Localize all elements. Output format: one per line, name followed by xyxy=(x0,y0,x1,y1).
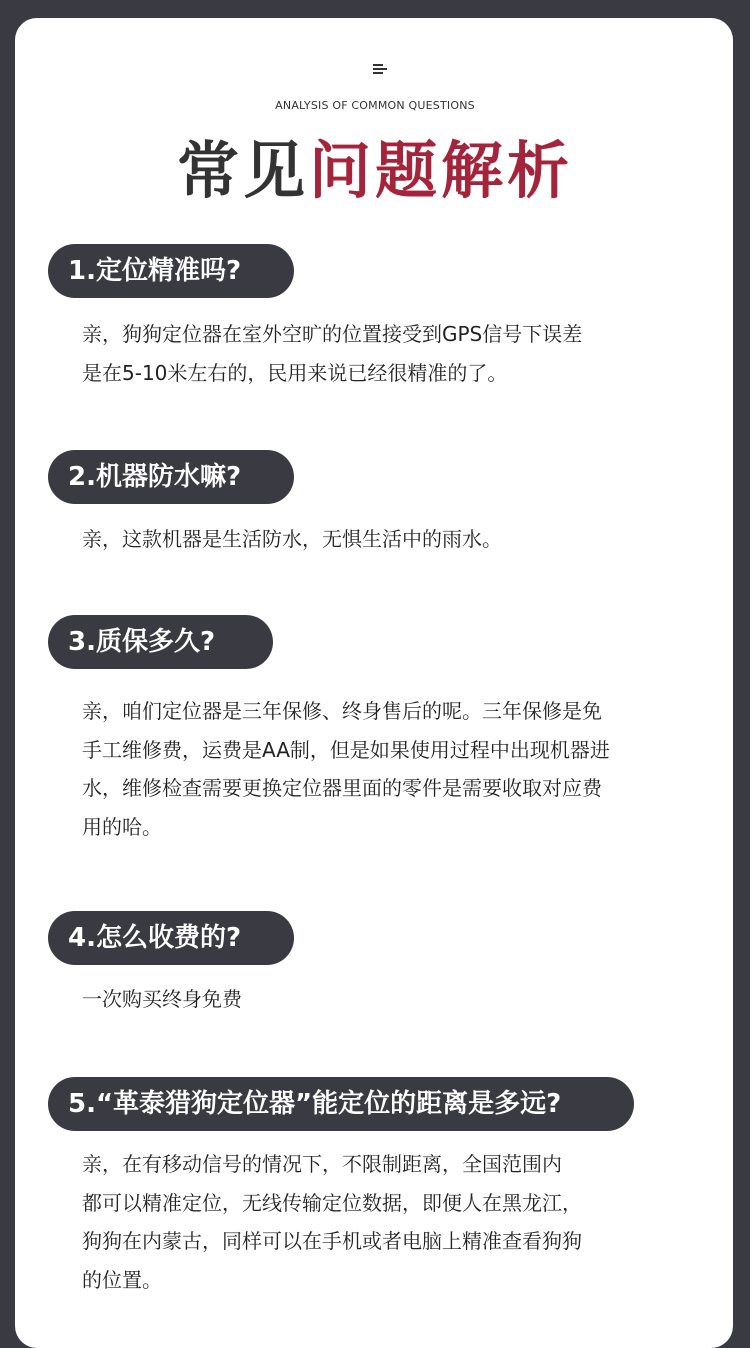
answer-line: 是在5-10米左右的，民用来说已经很精准的了。 xyxy=(82,360,508,385)
page-title xyxy=(0,132,750,210)
answer-line: 的位置。 xyxy=(82,1267,162,1292)
answer-line: 用的哈。 xyxy=(82,814,162,839)
answer-4 xyxy=(82,980,702,1019)
menu-icon xyxy=(373,64,389,76)
answer-line: 手工维修费，运费是AA制，但是如果使用过程中出现机器进 xyxy=(82,737,610,762)
question-4-pill: 4.怎么收费的? xyxy=(48,911,294,965)
answer-line: 亲，这款机器是生活防水，无惧生活中的雨水。 xyxy=(82,527,502,551)
answer-5 xyxy=(82,1145,702,1299)
answer-line: 一次购买终身免费 xyxy=(82,987,242,1011)
answer-line: 亲，咱们定位器是三年保修、终身售后的呢。三年保修是免 xyxy=(82,699,602,723)
question-1-pill: 1.定位精准吗? xyxy=(48,244,294,298)
answer-line: 亲，狗狗定位器在室外空旷的位置接受到GPS信号下误差 xyxy=(82,322,583,346)
answer-line: 水，维修检查需要更换定位器里面的零件是需要收取对应费 xyxy=(82,776,602,800)
question-2-pill: 2.机器防水嘛? xyxy=(48,450,294,504)
answer-3 xyxy=(82,692,702,846)
question-3-pill: 3.质保多久? xyxy=(48,615,273,669)
answer-line: 都可以精准定位，无线传输定位数据，即便人在黑龙江， xyxy=(82,1190,582,1215)
title-dark-part: 常见 xyxy=(176,134,309,207)
answer-2 xyxy=(82,520,702,559)
question-5-pill: 5.“革泰猎狗定位器”能定位的距离是多远? xyxy=(48,1077,634,1131)
answer-line: 亲，在有移动信号的情况下，不限制距离，全国范围内 xyxy=(82,1152,562,1176)
section-subtitle: ANALYSIS OF COMMON QUESTIONS xyxy=(275,99,475,112)
title-accent-part: 问题解析 xyxy=(309,134,574,207)
answer-line: 狗狗在内蒙古，同样可以在手机或者电脑上精准查看狗狗 xyxy=(82,1229,582,1253)
answer-1 xyxy=(82,315,702,392)
